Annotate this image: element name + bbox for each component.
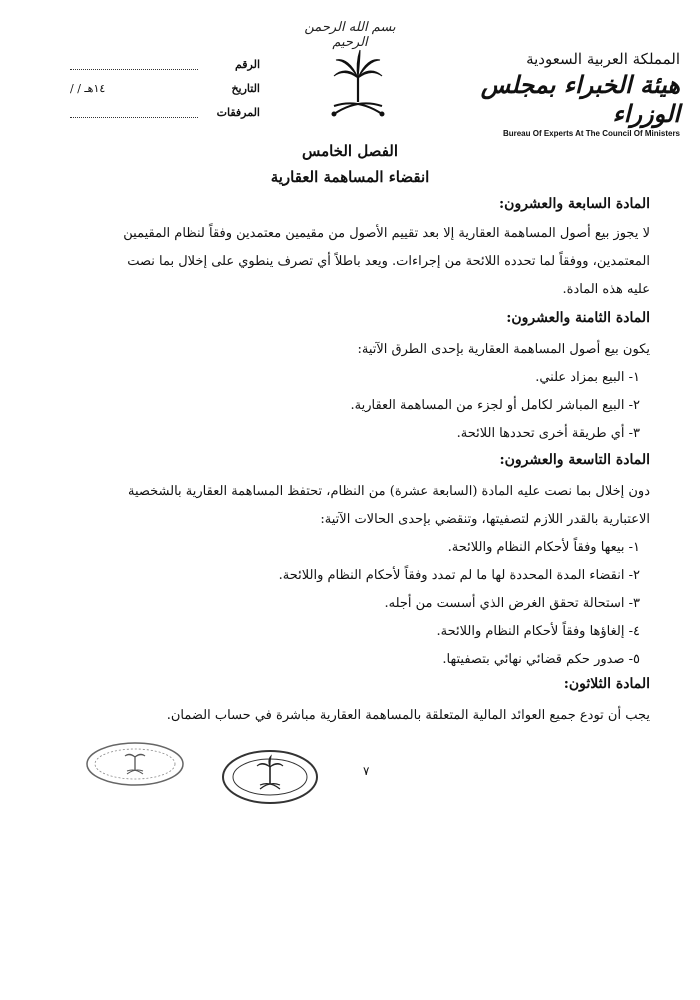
- article-29-line-2: الاعتبارية بالقدر اللازم لتصفيتها، وتنقضي بإحدى الحالات الآتية:: [320, 512, 650, 527]
- article-30-title: المادة الثلاثون:: [563, 676, 650, 692]
- bureau-stamp-left-icon: [84, 740, 186, 788]
- meta-number-line: [70, 59, 198, 70]
- meta-date-row: [70, 76, 260, 100]
- article-27-title: المادة السابعة والعشرون:: [499, 196, 650, 212]
- article-29-line-1: دون إخلال بما نصت عليه المادة (السابعة عشرة) من النظام، تحتفظ المساهمة العقارية بالشخصية: [127, 484, 650, 499]
- meta-attachments-label: المرفقات: [216, 105, 260, 119]
- meta-number-label: الرقم: [234, 57, 260, 71]
- meta-date-value: / / ١٤هـ: [70, 81, 106, 95]
- page-number: ٧: [363, 764, 370, 778]
- meta-attachments-line: [70, 107, 198, 118]
- bureau-name-en: Bureau Of Experts At The Council Of Ministers: [502, 129, 680, 138]
- article-29-item-3: ٣- استحالة تحقق الغرض الذي أسست من أجله.: [384, 596, 640, 611]
- article-27-line-3: عليه هذه المادة.: [562, 282, 650, 297]
- bureau-name-ar: هيئة الخبراء بمجلس الوزراء: [480, 70, 680, 128]
- organization-letterhead: [470, 50, 680, 138]
- meta-date-label: التاريخ: [231, 81, 260, 95]
- article-29-item-1: ١- بيعها وفقاً لأحكام النظام واللائحة.: [447, 540, 640, 555]
- palm-swords-emblem-icon: [328, 40, 388, 120]
- document-meta: [70, 52, 260, 124]
- bureau-stamp-right-icon: [220, 748, 320, 806]
- article-30-line-1: يجب أن تودع جميع العوائد المالية المتعلقة بالمساهمة العقارية مباشرة في حساب الضمان.: [166, 708, 650, 723]
- kingdom-name: المملكة العربية السعودية: [526, 50, 680, 68]
- article-28-item-2: ٢- البيع المباشر لكامل أو لجزء من المساهمة العقارية.: [350, 398, 640, 413]
- article-28-item-1: ١- البيع بمزاد علني.: [535, 370, 640, 385]
- article-28-title: المادة الثامنة والعشرون:: [506, 310, 650, 326]
- article-27-line-1: لا يجوز بيع أصول المساهمة العقارية إلا بعد تقييم الأصول من مقيمين معتمدين وفقاً لنظام المقيمين: [123, 226, 650, 241]
- article-28-line-1: يكون بيع أصول المساهمة العقارية بإحدى الطرق الآتية:: [357, 342, 650, 357]
- article-29-item-5: ٥- صدور حكم قضائي نهائي بتصفيتها.: [442, 652, 640, 667]
- article-29-item-4: ٤- إلغاؤها وفقاً لأحكام النظام واللائحة.: [436, 624, 640, 639]
- article-29-item-2: ٢- انقضاء المدة المحددة لها ما لم تمدد وفقاً لأحكام النظام واللائحة.: [278, 568, 640, 583]
- meta-attachments-row: [70, 100, 260, 124]
- basmala: بسم الله الرحمن الرحيم: [304, 20, 396, 50]
- chapter-title: انقضاء المساهمة العقارية: [270, 168, 430, 186]
- article-28-item-3: ٣- أي طريقة أخرى تحددها اللائحة.: [456, 426, 640, 441]
- article-27-line-2: المعتمدين، ووفقاً لما تحدده اللائحة من إجراءات. ويعد باطلاً أي تصرف ينطوي على إخلال بما نصت: [127, 254, 650, 269]
- meta-number-row: [70, 52, 260, 76]
- article-29-title: المادة التاسعة والعشرون:: [499, 452, 650, 468]
- chapter-number: الفصل الخامس: [301, 142, 399, 160]
